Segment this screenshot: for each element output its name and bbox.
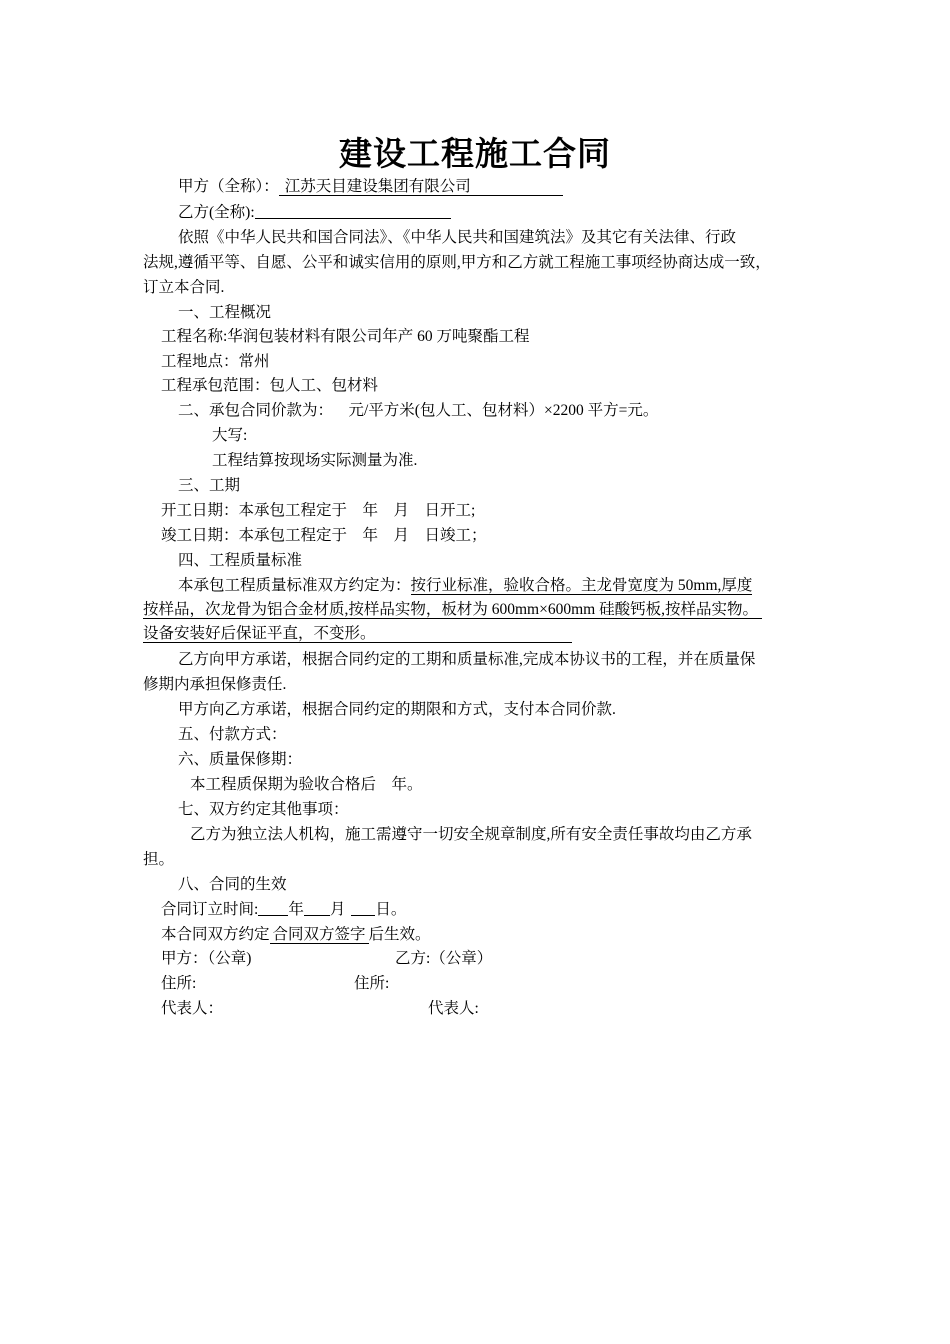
section-6-heading: 六、质量保修期：: [178, 751, 303, 768]
year-blank: [258, 899, 288, 916]
party-b-promise-line-1: 乙方向甲方承诺，根据合同约定的工期和质量标准,完成本协议书的工程，并在质量保: [178, 651, 756, 668]
project-location: 工程地点：常州: [161, 353, 270, 370]
warranty-period: 本工程质保期为验收合格后 年。: [190, 776, 423, 793]
contract-date-line: [161, 898, 406, 922]
project-scope: 工程承包范围：包人工、包材料: [161, 377, 379, 394]
party-a-line: [178, 175, 563, 199]
completion-date: 竣工日期：本承包工程定于 年 月 日竣工；: [161, 527, 487, 544]
section-1-heading: 一、工程概况: [178, 304, 272, 321]
day-blank: [351, 899, 375, 916]
quality-standard-line-1: [178, 574, 752, 598]
month-label: 月: [329, 901, 346, 918]
party-a-seal: 甲方：（公章): [161, 950, 252, 967]
party-a-value: 江苏天目建设集团有限公司: [279, 178, 563, 196]
section-5-heading: 五、付款方式：: [178, 726, 287, 743]
intro-line-3: 订立本合同.: [143, 279, 225, 296]
page-title: 建设工程施工合同: [339, 134, 611, 173]
other-matters-line-1: 乙方为独立法人机构，施工需遵守一切安全规章制度,所有安全责任事故均由乙方承: [190, 826, 752, 843]
quality-standard-line-2-text: 按样品，次龙骨为铝合金材质,按样品实物，板材为 600mm×600mm 硅酸钙板,按样品实物。: [143, 601, 762, 619]
settlement-note: 工程结算按现场实际测量为准.: [212, 452, 418, 469]
party-b-representative: 代表人:: [428, 1000, 479, 1017]
month-blank: [304, 899, 330, 916]
party-a-promise: 甲方向乙方承诺，根据合同约定的期限和方式，支付本合同价款.: [178, 701, 616, 718]
intro-line-1: 依照《中华人民共和国合同法》、《中华人民共和国建筑法》及其它有关法律、行政: [178, 229, 737, 246]
party-b-blank: [255, 202, 451, 219]
effect-line: [161, 923, 431, 947]
party-b-seal: 乙方:（公章）: [395, 950, 493, 967]
party-b-line: [178, 201, 451, 225]
amount-in-words: 大写:: [212, 427, 248, 444]
effect-suffix: 后生效。: [368, 926, 431, 943]
quality-standard-value: 按行业标准，验收合格。主龙骨宽度为 50mm,厚度: [410, 577, 753, 594]
section-2-heading: 二、承包合同价款为： 元/平方米(包人工、包材料）×2200 平方=元。: [178, 402, 659, 419]
party-a-representative: 代表人：: [161, 1000, 224, 1017]
contract-date-label: 合同订立时间:: [161, 901, 259, 918]
effect-prefix: 本合同双方约定: [161, 926, 270, 943]
effect-value: 合同双方签字: [270, 926, 369, 944]
project-name: 工程名称:华润包装材料有限公司年产 60 万吨聚酯工程: [161, 328, 530, 345]
other-matters-line-2: 担。: [143, 851, 175, 868]
section-8-heading: 八、合同的生效: [178, 876, 287, 893]
quality-standard-line-3-text: 设备安装好后保证平直，不变形。: [143, 625, 572, 643]
party-b-promise-line-2: 修期内承担保修责任.: [143, 676, 287, 693]
section-3-heading: 三、工期: [178, 477, 241, 494]
quality-standard-prefix: 本承包工程质量标准双方约定为：: [178, 577, 411, 594]
day-label: 日。: [375, 901, 407, 918]
section-4-heading: 四、工程质量标准: [178, 552, 303, 569]
year-label: 年: [288, 901, 304, 918]
party-a-label: 甲方（全称）：: [178, 178, 279, 195]
section-7-heading: 七、双方约定其他事项：: [178, 801, 349, 818]
intro-line-2: 法规,遵循平等、自愿、公平和诚实信用的原则,甲方和乙方就工程施工事项经协商达成一致，: [143, 254, 771, 271]
quality-standard-line-2: [143, 598, 762, 622]
quality-standard-line-3: [143, 622, 572, 646]
party-b-address: 住所:: [354, 975, 390, 992]
party-b-label: 乙方(全称):: [178, 204, 255, 221]
start-date: 开工日期：本承包工程定于 年 月 日开工;: [161, 502, 476, 519]
party-a-address: 住所:: [161, 975, 197, 992]
